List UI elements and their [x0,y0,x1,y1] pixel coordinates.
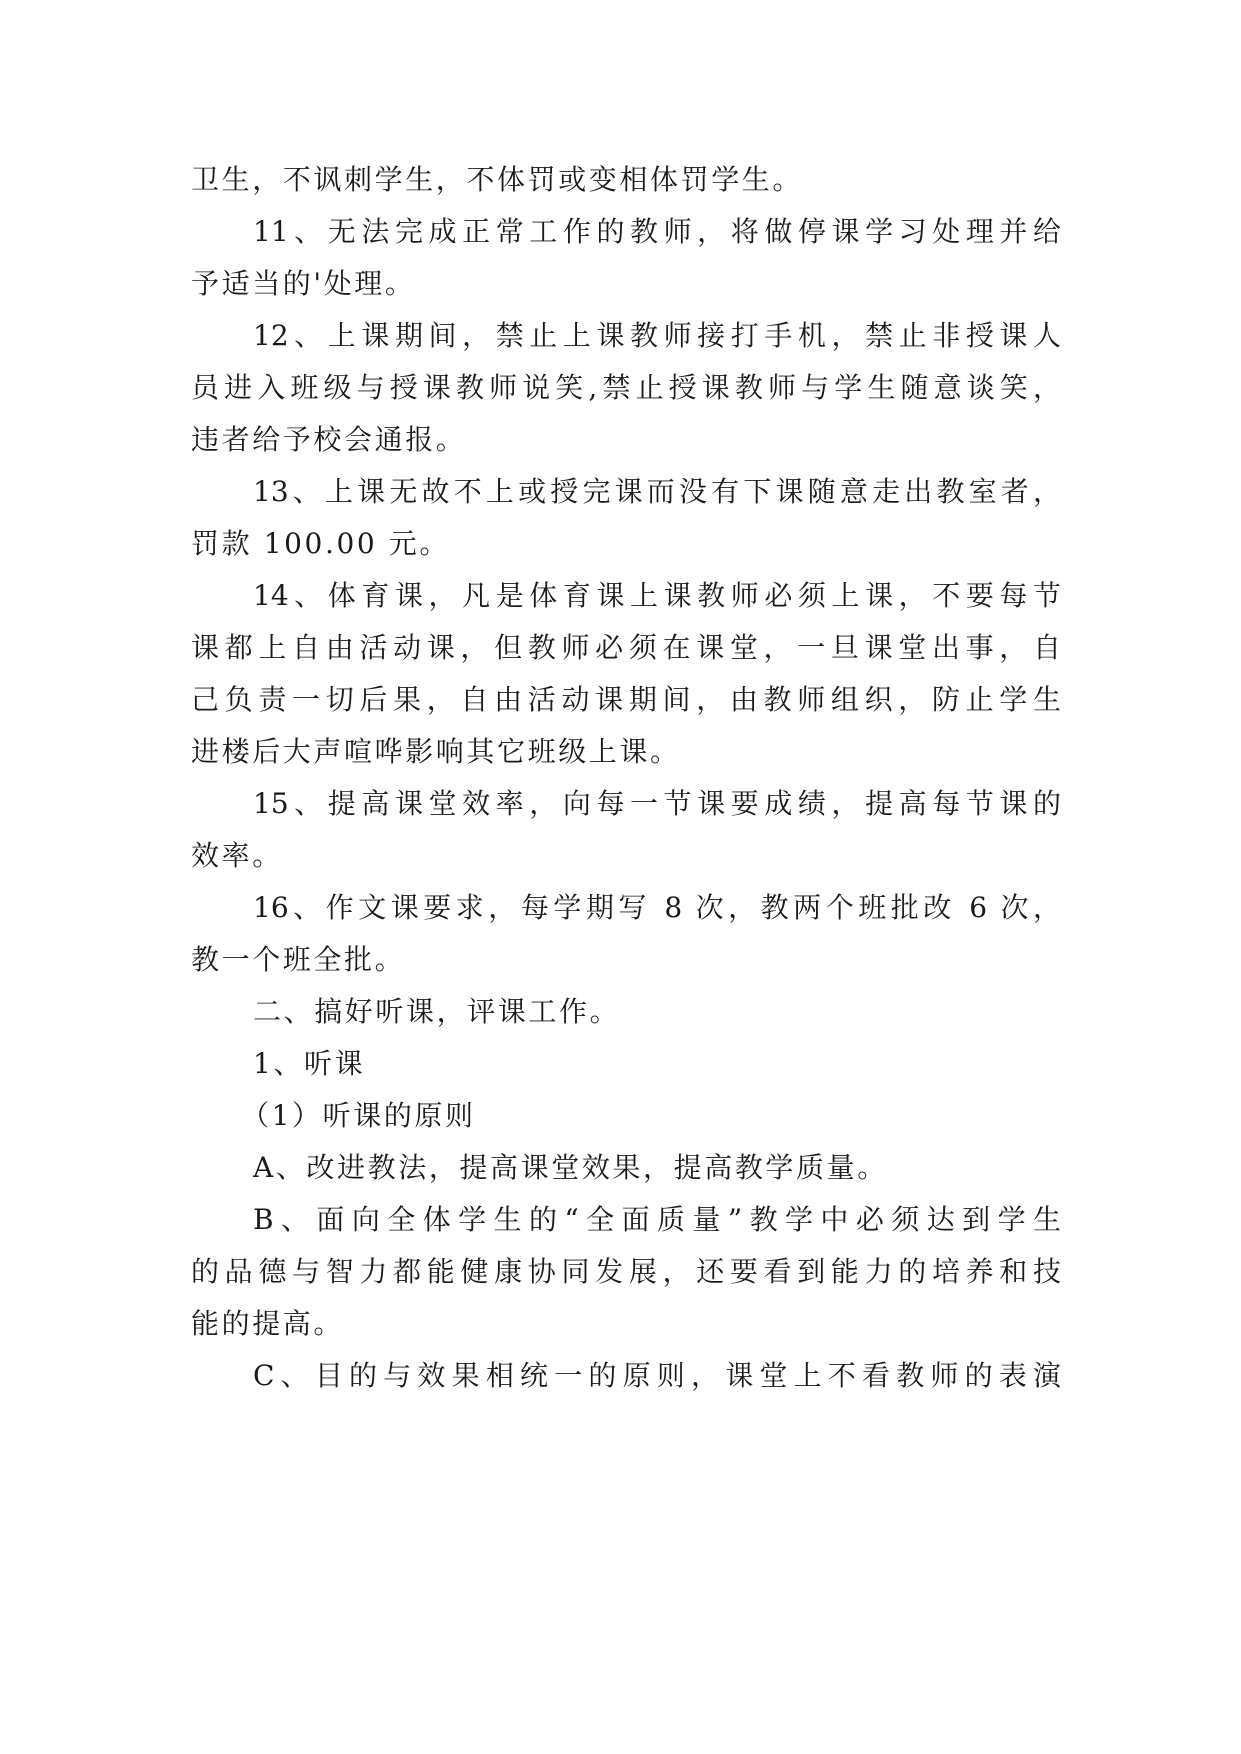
paragraph-line: 能的提高。 [191,1307,345,1340]
paragraph-line: 己负责一切后果，自由活动课期间，由教师组织，防止学生 [191,683,1061,716]
paragraph-line: 的品德与智力都能健康协同发展，还要看到能力的培养和技 [191,1255,1061,1288]
paragraph-line: 卫生，不讽刺学生，不体罚或变相体罚学生。 [191,163,804,196]
paragraph-line: B、面向全体学生的“全面质量”教学中必须达到学生 [253,1203,1061,1236]
paragraph-line: 15、提高课堂效率，向每一节课要成绩，提高每节课的 [253,787,1061,820]
section-heading: 二、搞好听课，评课工作。 [253,995,621,1028]
paragraph-line: 效率。 [191,839,283,872]
subsection-heading: （1）听课的原则 [241,1099,476,1132]
paragraph-line: 罚款 100.00 元。 [191,527,450,560]
paragraph-line: 进楼后大声喧哗影响其它班级上课。 [191,735,681,768]
paragraph-line: 12、上课期间，禁止上课教师接打手机，禁止非授课人 [253,319,1061,352]
paragraph-line: 员进入班级与授课教师说笑,禁止授课教师与学生随意谈笑， [191,371,1061,404]
paragraph-line: 16、作文课要求，每学期写 8 次，教两个班批改 6 次， [253,891,1061,924]
paragraph-line: 课都上自由活动课，但教师必须在课堂，一旦课堂出事，自 [191,631,1061,664]
paragraph-line: 14、体育课，凡是体育课上课教师必须上课，不要每节 [253,579,1061,612]
subsection-heading: 1、听课 [253,1047,366,1080]
paragraph-line: 11、无法完成正常工作的教师，将做停课学习处理并给 [253,215,1061,248]
paragraph-line: A、改进教法，提高课堂效果，提高教学质量。 [253,1151,888,1184]
paragraph-line: 13、上课无故不上或授完课而没有下课随意走出教室者， [253,475,1061,508]
paragraph-line: 违者给予校会通报。 [191,423,467,456]
paragraph-line: 教一个班全批。 [191,943,406,976]
paragraph-line: C、目的与效果相统一的原则，课堂上不看教师的表演 [253,1359,1061,1392]
paragraph-line: 予适当的'处理。 [191,267,416,300]
